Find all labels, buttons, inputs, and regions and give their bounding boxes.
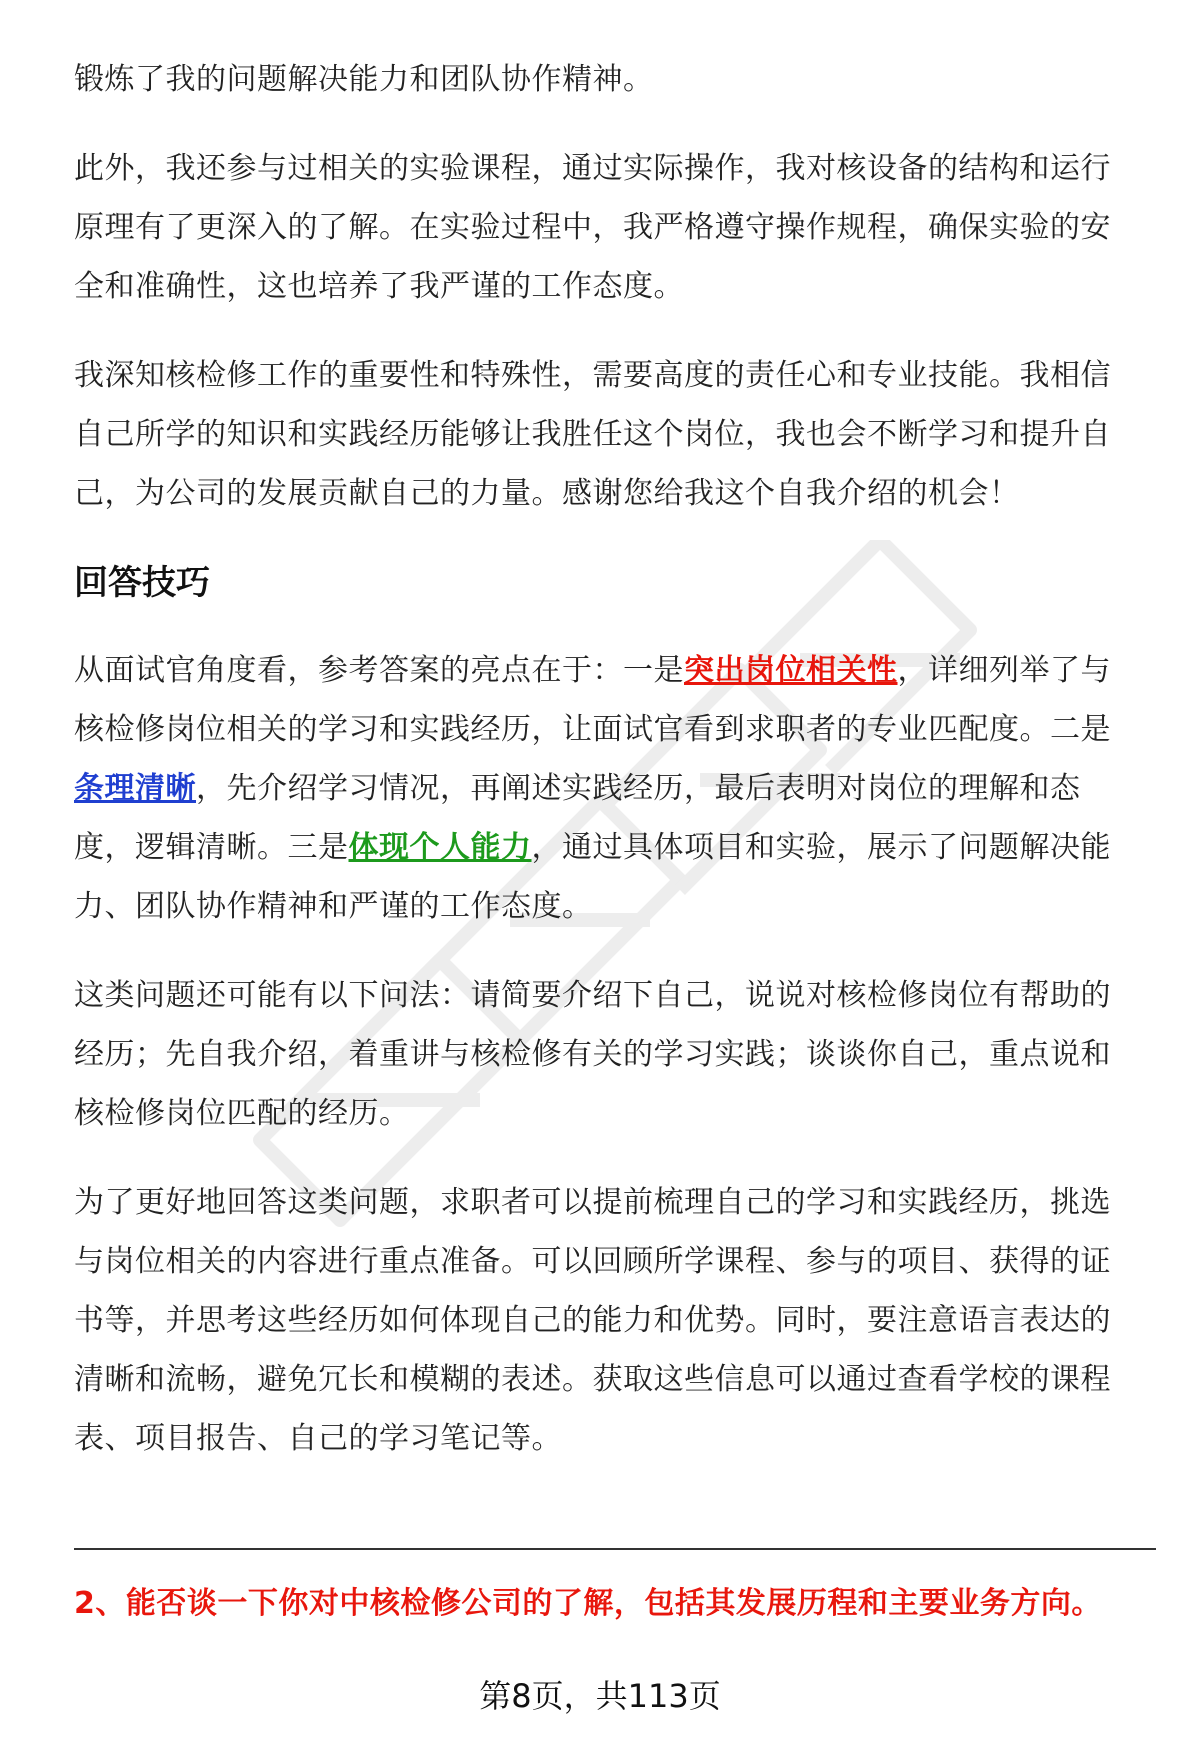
paragraph-conclusion: 我深知核检修工作的重要性和特殊性，需要高度的责任心和专业技能。我相信自己所学的知识和实践经历能够让我胜任这个岗位，我也会不断学习和提升自己，为公司的发展贡献自己的力量。感谢您给我这个自我介绍的机会！ bbox=[74, 358, 1111, 511]
paragraph-preparation: 为了更好地回答这类问题，求职者可以提前梳理自己的学习和实践经历，挑选与岗位相关的内容进行重点准备。可以回顾所学课程、参与的项目、获得的证书等，并思考这些经历如何体现自己的能力和优势。同时，要注意语言表达的清晰和流畅，避免冗长和模糊的表述。获取这些信息可以通过查看学校的课程表、项目报告、自己的学习笔记等。 bbox=[74, 1185, 1111, 1456]
tips-text-c: ，先介绍学习情况，再阐述实践经历，最后表明对岗位的理解和态度，逻辑清晰。三是 bbox=[74, 771, 1081, 865]
document-body bbox=[74, 50, 1134, 1498]
highlight-clarity: 条理清晰 bbox=[74, 771, 196, 806]
highlight-relevance: 突出岗位相关性 bbox=[684, 653, 898, 688]
paragraph-experiment: 此外，我还参与过相关的实验课程，通过实际操作，我对核设备的结构和运行原理有了更深入的了解。在实验过程中，我严格遵守操作规程，确保实验的安全和准确性，这也培养了我严谨的工作态度。 bbox=[74, 151, 1111, 304]
paragraph-tips-highlights bbox=[74, 641, 1134, 936]
paragraph-intro-end: 锻炼了我的问题解决能力和团队协作精神。 bbox=[74, 62, 654, 97]
tips-text-a: 从面试官角度看，参考答案的亮点在于：一是 bbox=[74, 653, 684, 688]
tips-text-d: ，通过具体项目和实验，展示了问题解决能力、团队协作精神和严谨的工作态度。 bbox=[74, 830, 1111, 924]
highlight-ability: 体现个人能力 bbox=[348, 830, 532, 865]
next-question: 2、能否谈一下你对中核检修公司的了解，包括其发展历程和主要业务方向。 bbox=[74, 1586, 1102, 1621]
section-divider bbox=[74, 1548, 1156, 1550]
paragraph-alternate-questions: 这类问题还可能有以下问法：请简要介绍下自己，说说对核检修岗位有帮助的经历；先自我介绍，着重讲与核检修有关的学习实践；谈谈你自己，重点说和核检修岗位匹配的经历。 bbox=[74, 978, 1111, 1131]
section-heading: 回答技巧 bbox=[74, 563, 210, 603]
page-footer: 第8页，共113页 bbox=[479, 1677, 721, 1715]
tips-text-b: ，详细列举了与核检修岗位相关的学习和实践经历，让面试官看到求职者的专业匹配度。二是 bbox=[74, 653, 1111, 747]
